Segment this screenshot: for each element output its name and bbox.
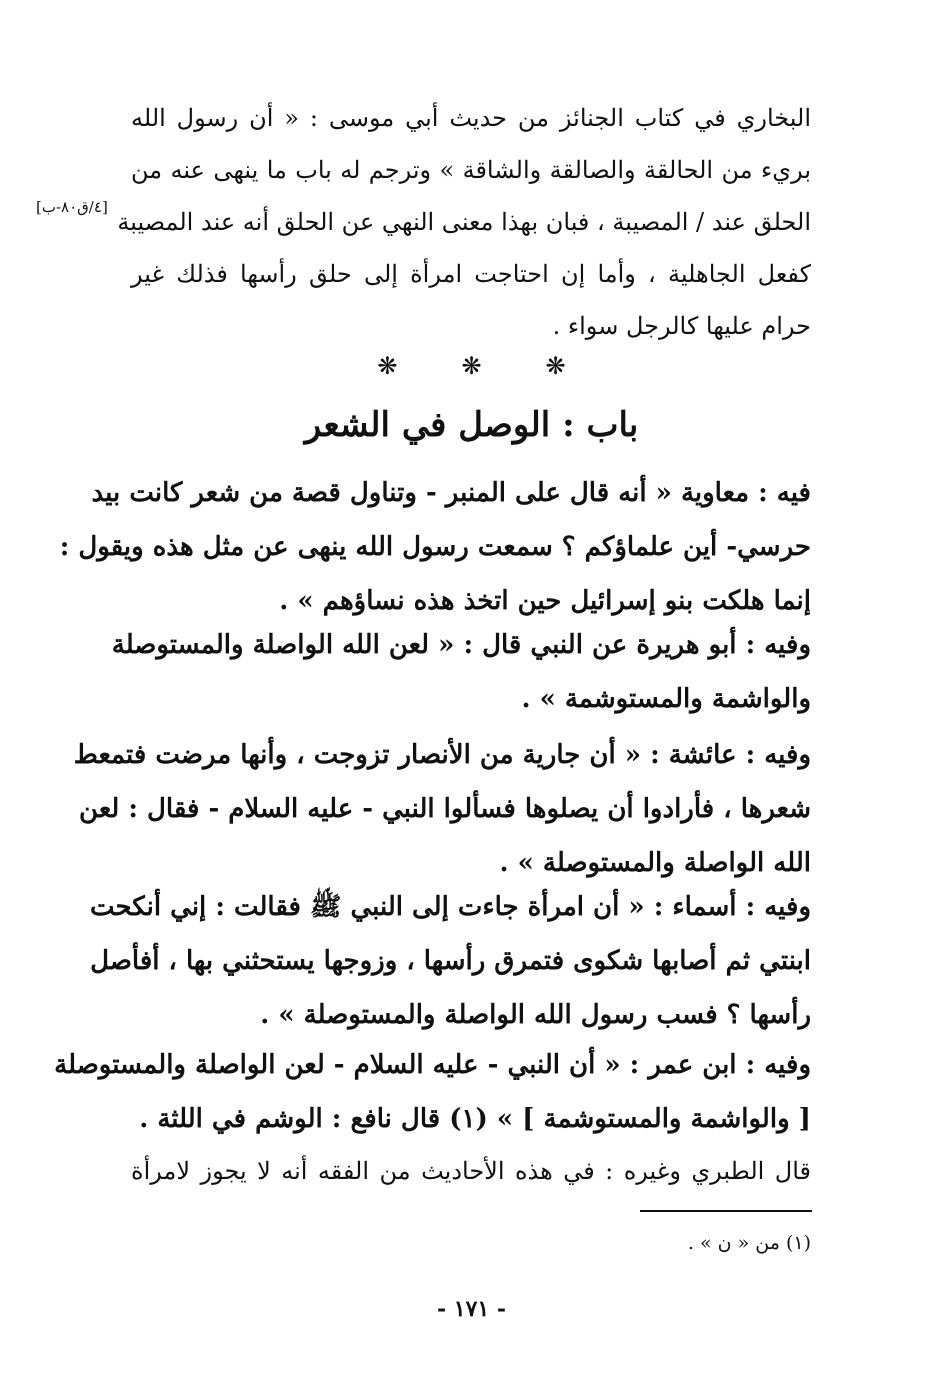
text-line: رأسها ؟ فسب رسول الله الواصلة والمستوصلة » . — [260, 1000, 811, 1030]
text-line: بريء من الحالقة والصالقة والشاقة » وترجم له باب ما ينهى عنه من — [131, 156, 811, 184]
text-line: وفيه : أبو هريرة عن النبي قال : « لعن الله الواصلة والمستوصلة — [111, 630, 811, 660]
text-line: فيه : معاوية « أنه قال على المنبر - وتناول قصة من شعر كانت بيد — [91, 478, 811, 508]
text-line: [ والواشمة والمستوشمة ] » (١) قال نافع : الوشم في اللثة . — [139, 1104, 811, 1134]
footnote: (١) من « ن » . — [687, 1232, 811, 1254]
asterism-ornament-icon: ❋ — [461, 352, 482, 380]
text-line: حرام عليها كالرجل سواء . — [552, 312, 811, 340]
text-line: وفيه : ابن عمر : « أن النبي - عليه السلام - لعن الواصلة والمستوصلة — [54, 1050, 811, 1080]
hadith-paragraph — [89, 880, 811, 1042]
text-line: وفيه : أسماء : « أن امرأة جاءت إلى النبي ﷺ فقالت : إني أنكحت — [89, 892, 811, 922]
footnote-divider — [640, 1210, 812, 1212]
text-line: والواشمة والمستوشمة » . — [521, 684, 811, 714]
hadith-paragraph — [59, 466, 811, 628]
text-line: وفيه : عائشة : « أن جارية من الأنصار تزوجت ، وأنها مرضت فتمعط — [73, 740, 811, 770]
text-line: الله الواصلة والمستوصلة » . — [499, 848, 811, 878]
text-line: ابنتي ثم أصابها شكوى فتمرق رأسها ، وزوجها يستحثني بها ، أفأصل — [90, 946, 811, 976]
manuscript-folio-marker: [٤/ق٨٠-ب] — [36, 198, 108, 216]
hadith-paragraph — [111, 618, 811, 726]
intro-paragraph — [117, 92, 811, 352]
text-line: حرسي- أين علماؤكم ؟ سمعت رسول الله ينهى عن مثل هذه ويقول : — [59, 532, 811, 562]
hadith-paragraph — [73, 728, 811, 890]
page-number: - ١٧١ - — [436, 1296, 507, 1322]
text-line: شعرها ، فأرادوا أن يصلوها فسألوا النبي - عليه السلام - فقال : لعن — [79, 794, 811, 824]
asterism-ornament-icon: ❋ — [377, 352, 398, 380]
asterism-ornament-icon: ❋ — [545, 352, 566, 380]
text-line: البخاري في كتاب الجنائز من حديث أبي موسى : « أن رسول الله — [131, 104, 811, 132]
text-line: كفعل الجاهلية ، وأما إن احتاجت امرأة إلى حلق رأسها فذلك غير — [131, 260, 811, 288]
section-separator — [0, 352, 943, 380]
text-line: الحلق عند / المصيبة ، فبان بهذا معنى النهي عن الحلق أنه عند المصيبة — [117, 208, 811, 236]
chapter-heading: باب : الوصل في الشعر — [304, 405, 639, 445]
text-line: إنما هلكت بنو إسرائيل حين اتخذ هذه نساؤهم » . — [279, 586, 811, 616]
commentary-paragraph — [131, 1144, 811, 1198]
text-line: قال الطبري وغيره : في هذه الأحاديث من الفقه أنه لا يجوز لامرأة — [131, 1157, 811, 1185]
hadith-paragraph — [54, 1038, 811, 1146]
